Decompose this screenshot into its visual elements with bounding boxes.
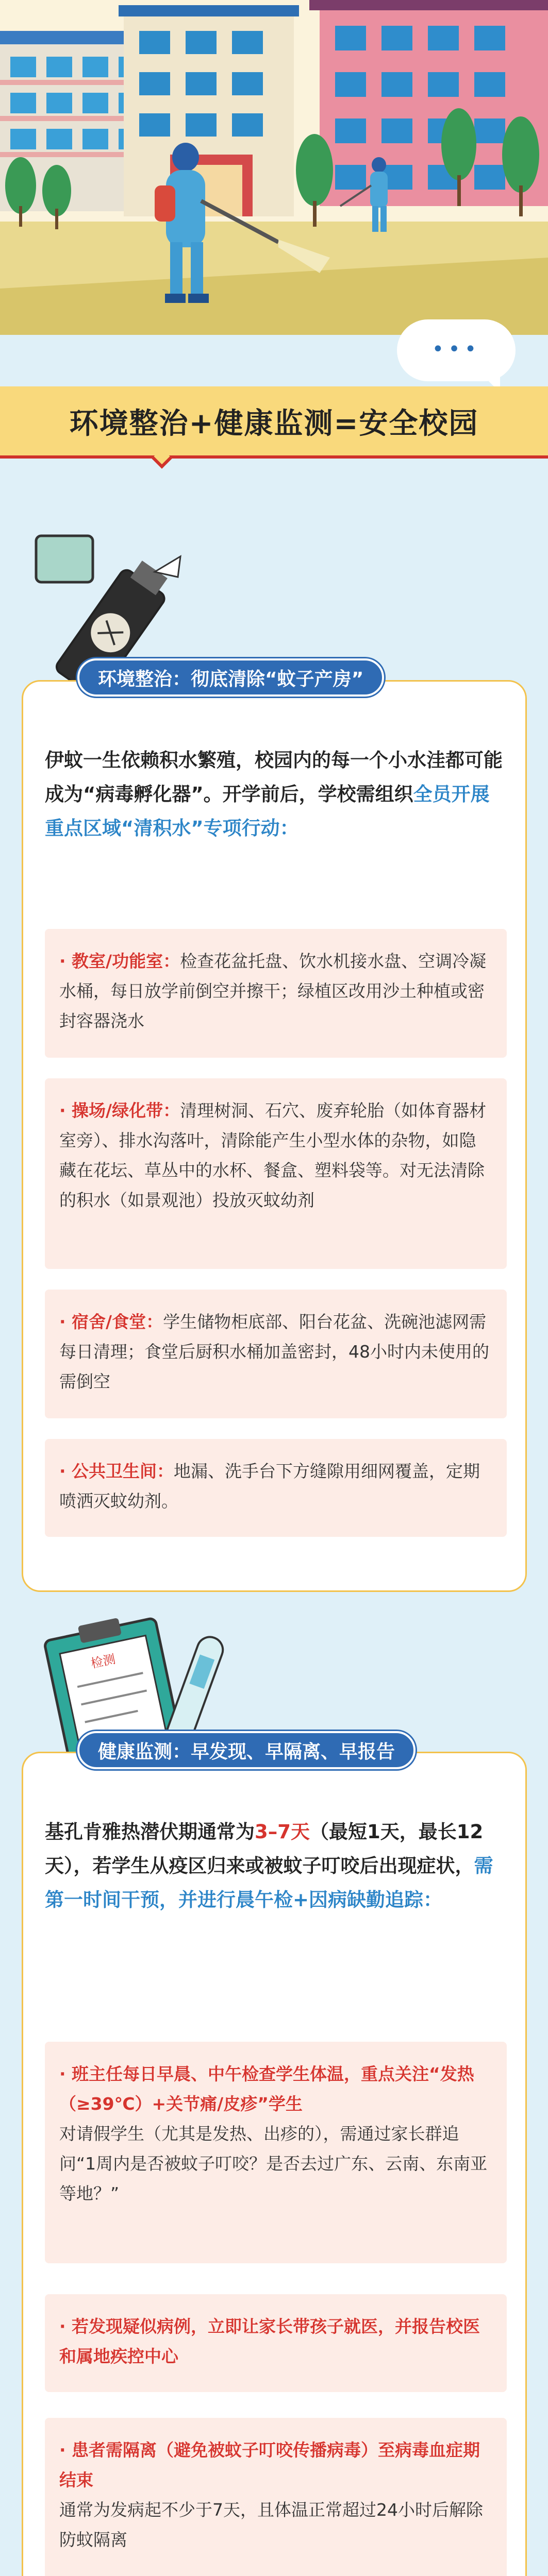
section-card-health — [22, 1752, 527, 2576]
speech-bubble-icon: ••• — [397, 319, 516, 381]
list-item: · 宿舍/食堂：学生储物柜底部、阳台花盆、洗碗池滤网需每日清理；食堂后厨积水桶加盖密封，48小时内未使用的需倒空 — [45, 1290, 507, 1418]
list-item: · 若发现疑似病例，立即让家长带孩子就医，并报告校医和属地疾控中心 — [45, 2294, 507, 2392]
hero-illustration — [0, 0, 548, 335]
list-item: · 操场/绿化带：清理树洞、石穴、废弃轮胎（如体育器材室旁）、排水沟落叶，清除能产生小型水体的杂物，如隐藏在花坛、草丛中的水杯、餐盒、塑料袋等。对无法清除的积水（如景观池）投放灭蚊幼剂 — [45, 1078, 507, 1269]
list-item: · 教室/功能室：检查花盆托盘、饮水机接水盘、空调冷凝水桶，每日放学前倒空并擦干；绿植区改用沙土种植或密封容器浇水 — [45, 929, 507, 1058]
list-item: · 患者需隔离（避免被蚊子叮咬传播病毒）至病毒血症期结束 通常为发病起不少于7天，且体温正常超过24小时后解除防蚊隔离 — [45, 2418, 507, 2576]
section-intro: 伊蚊一生依赖积水繁殖，校园内的每一个小水洼都可能成为“病毒孵化器”。开学前后，学校需组织全员开展重点区域“清积水”专项行动： — [45, 749, 503, 839]
section-tag-environment: 环境整治：彻底清除“蚊子产房” — [77, 658, 384, 697]
school-scene-illustration — [0, 0, 548, 335]
section-intro: 基孔肯雅热潜伏期通常为3–7天（最短1天，最长12天），若学生从疫区归来或被蚊子叮咬后出现症状，需第一时间干预，并进行晨午检+因病缺勤追踪： — [45, 1821, 493, 1911]
section-card-environment — [22, 680, 527, 1592]
section-tag-health: 健康监测：早发现、早隔离、早报告 — [77, 1731, 416, 1769]
list-item: · 公共卫生间：地漏、洗手台下方缝隙用细网覆盖，定期喷洒灭蚊幼剂。 — [45, 1439, 507, 1537]
page-title: 环境整治+健康监测=安全校园 — [69, 407, 479, 440]
svg-text:检测: 检测 — [89, 1652, 117, 1671]
list-item: · 班主任每日早晨、中午检查学生体温，重点关注“发热（≥39℃）+关节痛/皮疹”学生 对请假学生（尤其是发热、出疹的），需通过家长群追问“1周内是否被蚊子叮咬？是否去过广东、云南、东南亚等地？” — [45, 2042, 507, 2263]
